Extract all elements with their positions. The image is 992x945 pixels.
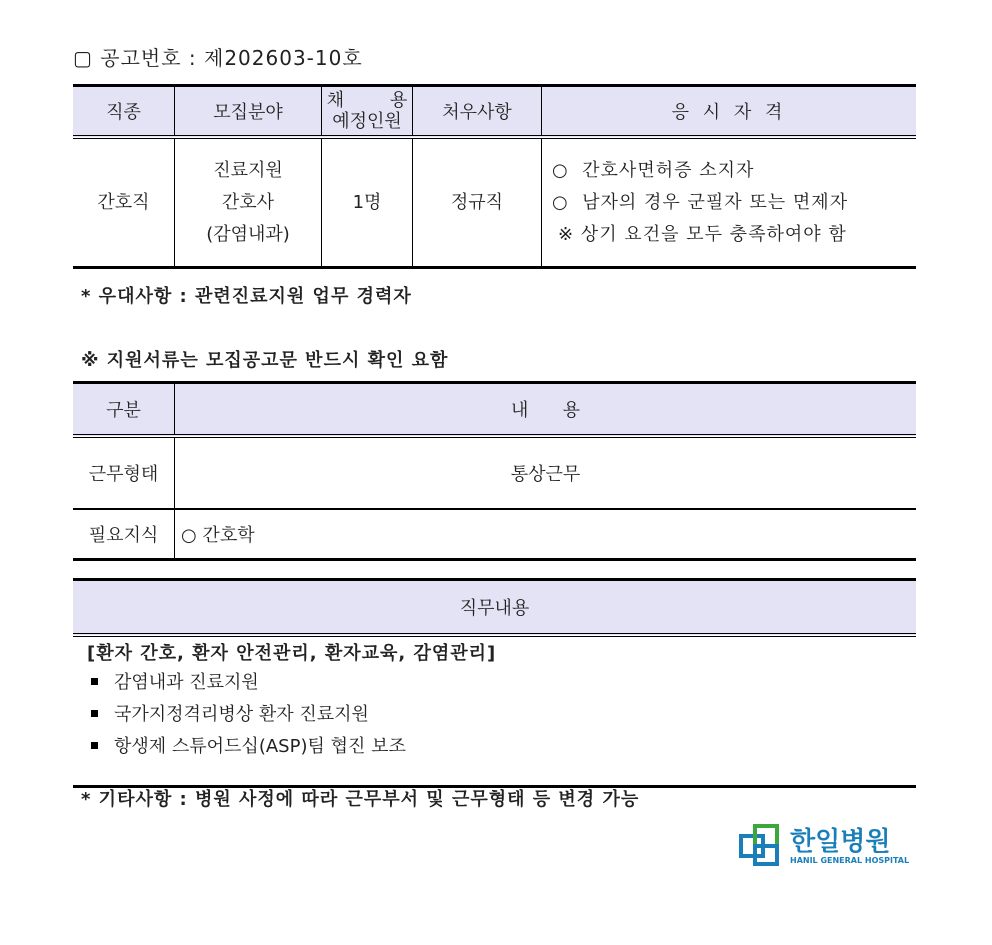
table-row (73, 635, 916, 787)
bullet-icon (91, 710, 98, 717)
cell-category: 필요지식 (88, 525, 159, 546)
list-item (87, 731, 916, 763)
logo-english-name: HANIL GENERAL HOSPITAL (790, 856, 910, 865)
header-content-label: 내 용 (510, 400, 581, 421)
other-note: * 기타사항 : 병원 사정에 따라 근무부서 및 근무형태 등 변경 가능 (81, 789, 640, 810)
table-row (73, 137, 916, 268)
cell-content: 통상근무 (175, 436, 917, 509)
list-item-text: 국가지정격리병상 환자 진료지원 (114, 704, 369, 725)
table-header-row (73, 383, 916, 437)
header-qualification (542, 86, 917, 138)
header-benefit: 처우사항 (413, 86, 542, 138)
field-line: (감염내과) (206, 223, 290, 245)
header-content (175, 383, 917, 437)
notice-label: 공고번호 : 제202603-10호 (100, 46, 363, 70)
hospital-logo (738, 822, 918, 870)
cell-qualification (542, 137, 917, 268)
qual-line: ○ 간호사면허증 소지자 (552, 159, 755, 181)
checkbox-icon: ▢ (73, 46, 93, 70)
header-qualification-label: 응 시 자 격 (671, 102, 787, 123)
header-field: 모집분야 (175, 86, 322, 138)
header-category: 구분 (73, 383, 175, 437)
qual-line: ○ 남자의 경우 군필자 또는 면제자 (552, 191, 849, 213)
logo-korean-name: 한일병원 (790, 827, 891, 857)
header-duty: 직무내용 (73, 580, 916, 636)
documents-notice: ※ 지원서류는 모집공고문 반드시 확인 요함 (81, 350, 449, 371)
bullet-icon (91, 742, 98, 749)
work-table (73, 381, 916, 561)
qual-line: ※ 상기 요건을 모두 충족하여야 함 (558, 223, 847, 245)
list-item (87, 667, 916, 699)
bullet-icon (91, 678, 98, 685)
table-row (73, 436, 916, 509)
list-item-text: 항생제 스튜어드십(ASP)팀 협진 보조 (114, 736, 406, 757)
cell-count: 1명 (322, 137, 413, 268)
duty-table (73, 578, 916, 788)
table-header-row (73, 86, 916, 138)
field-line: 진료지원 (213, 159, 283, 181)
notice-number (73, 42, 363, 71)
field-line: 간호사 (221, 191, 275, 213)
header-job: 직종 (73, 86, 175, 138)
list-item-text: 감염내과 진료지원 (114, 672, 259, 693)
cell-content: ○ 간호학 (175, 509, 917, 560)
cell-field (175, 137, 322, 268)
duty-subtitle: [환자 간호, 환자 안전관리, 환자교육, 감염관리] (87, 643, 497, 664)
cell-job: 간호직 (97, 191, 150, 213)
header-recruit (322, 86, 413, 138)
cell-benefit: 정규직 (413, 137, 542, 268)
duty-content (73, 635, 916, 787)
cell-category: 근무형태 (73, 436, 175, 509)
preference-note: * 우대사항 : 관련진료지원 업무 경력자 (81, 286, 412, 307)
header-recruit-line2: 예정인원 (332, 111, 402, 132)
header-recruit-line1: 채 용 (326, 90, 408, 111)
list-item (87, 699, 916, 731)
recruitment-table (73, 84, 916, 269)
table-header-row (73, 580, 916, 636)
table-row (73, 509, 916, 560)
cross-logo-icon (738, 822, 918, 870)
